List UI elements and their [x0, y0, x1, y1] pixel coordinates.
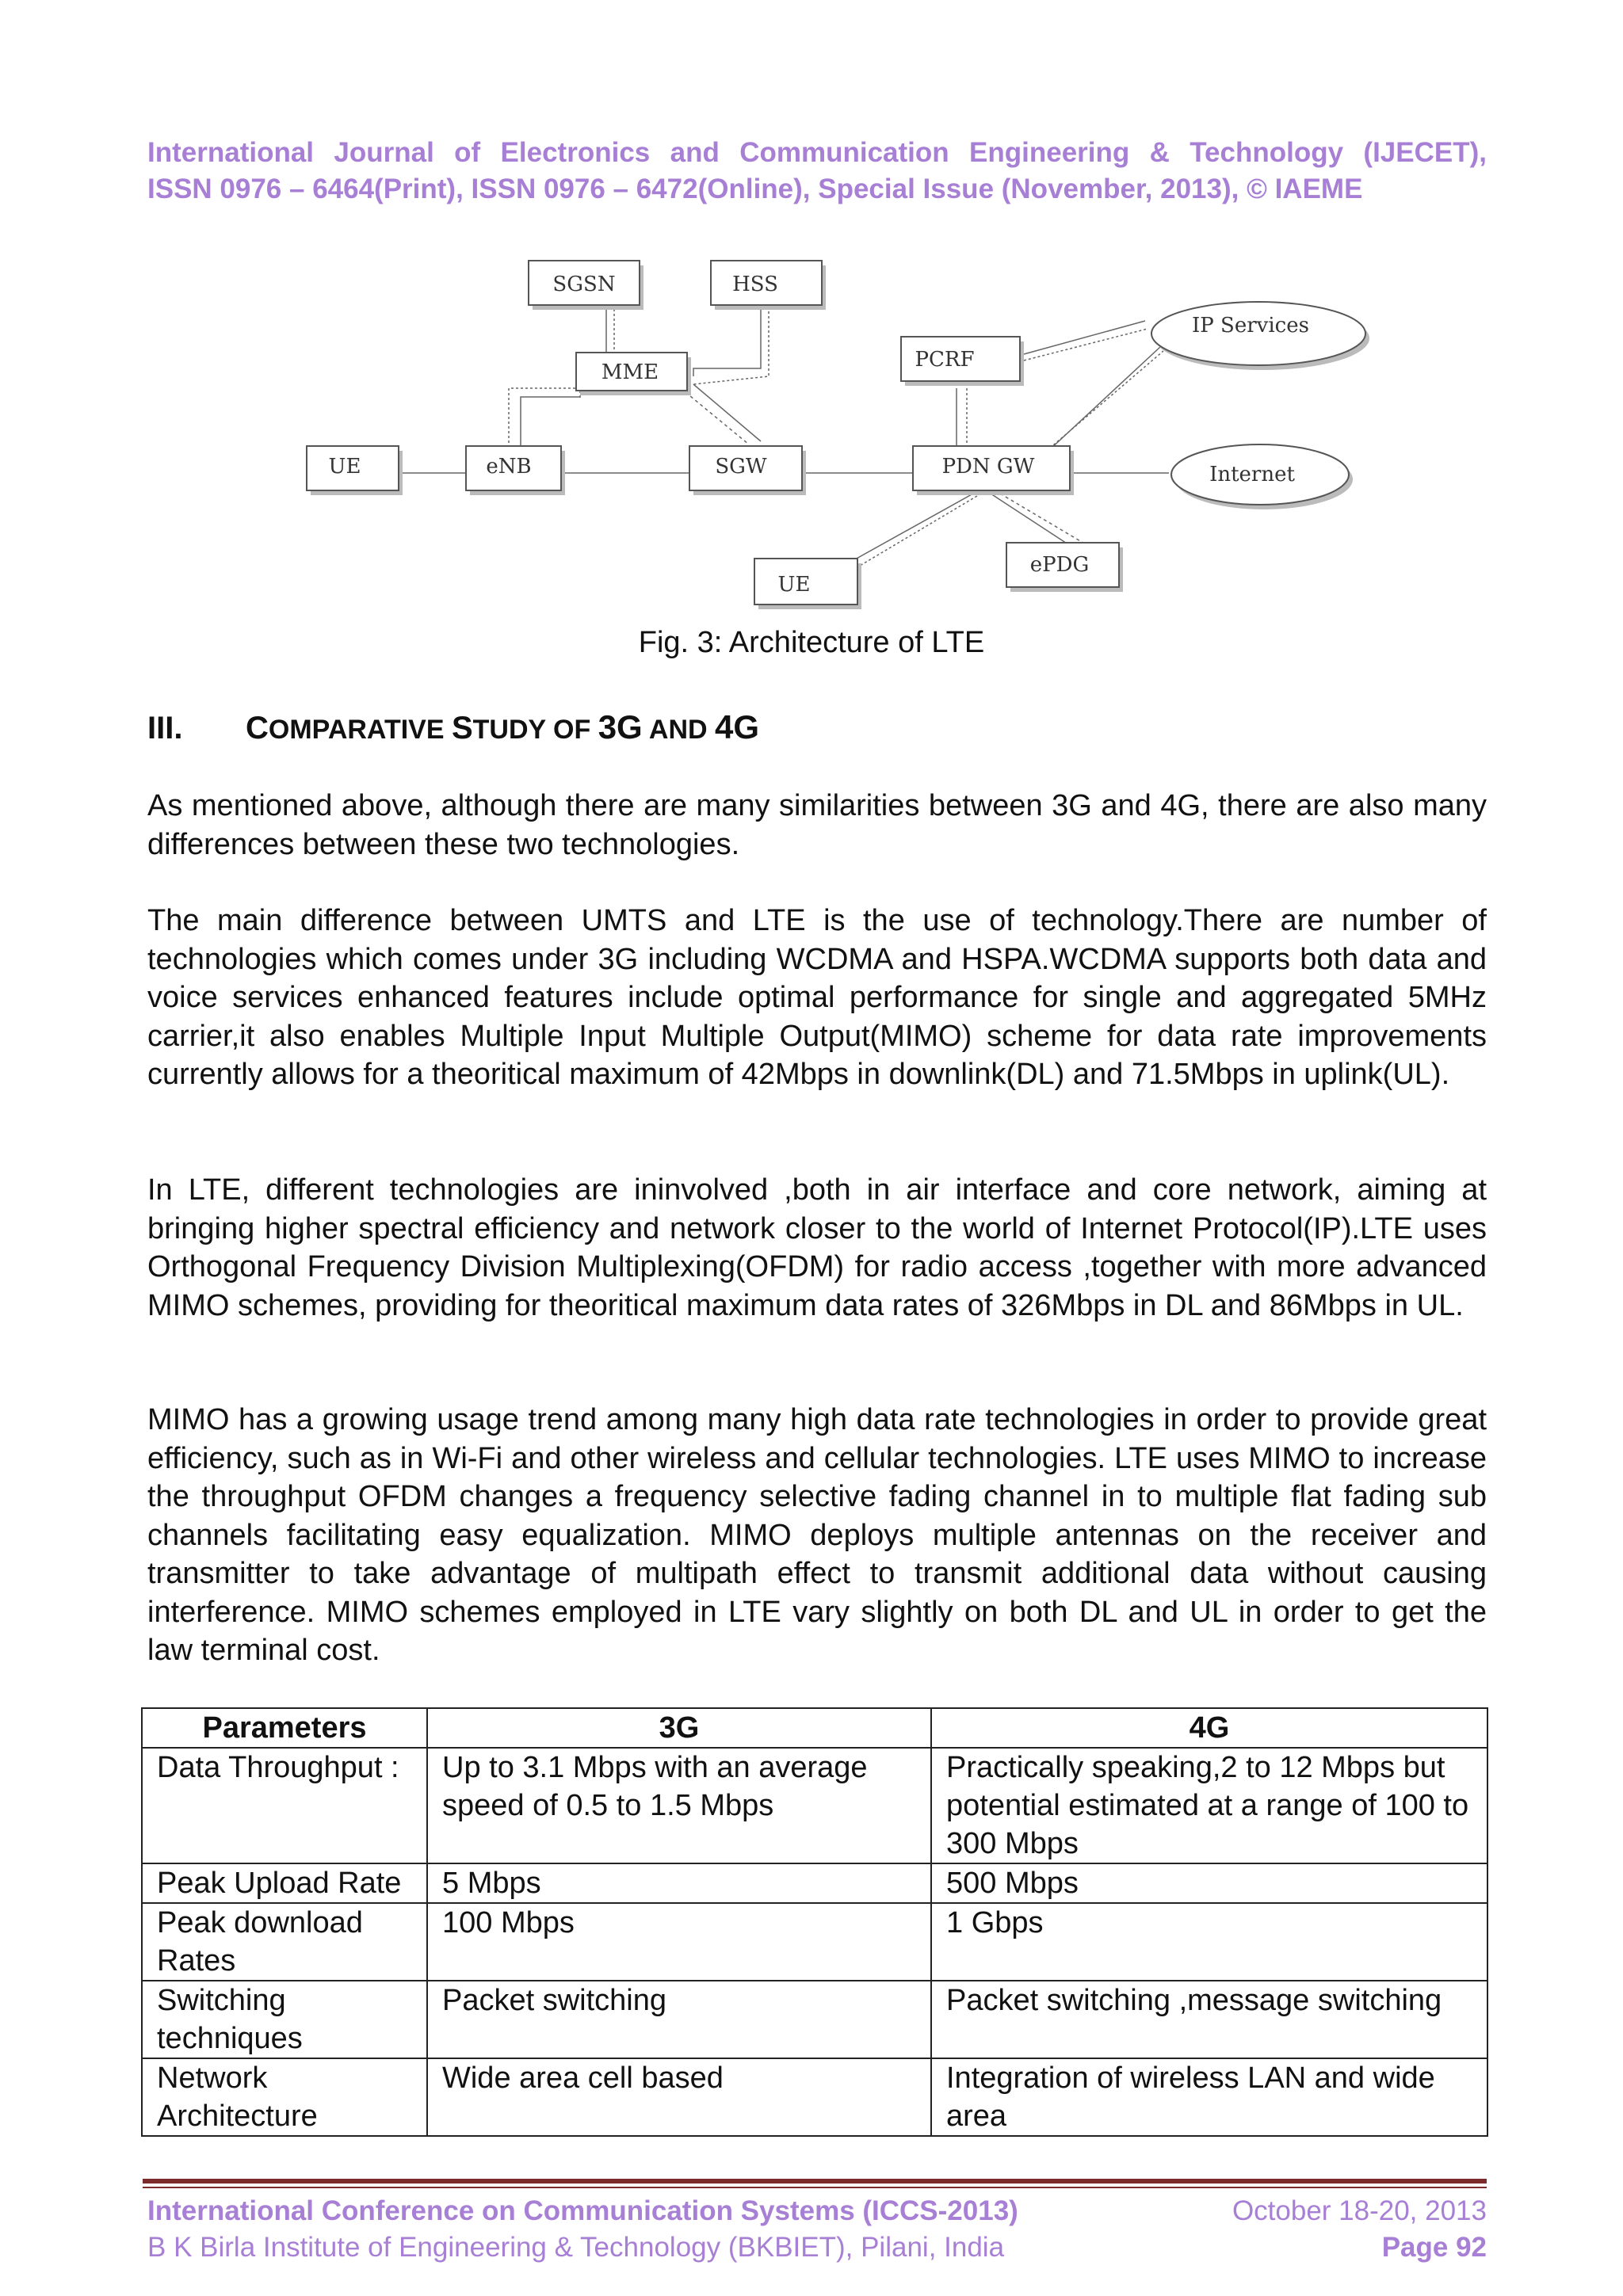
- table-row: [142, 1748, 1487, 1863]
- section-title-and: AND: [642, 715, 716, 745]
- paragraph-4: MIMO has a growing usage trend among many high data rate technologies in order to provide great efficiency, such as in Wi-Fi and other wireless and cellular technologies. LTE uses MIMO to increase the throughput OFDM changes a frequency selective fading channel in to multiple flat fading sub channels facilitating easy equalization. MIMO deploys multiple antennas on the receiver and transmitter to take advantage of multipath effect to transmit additional data without causing interference. MIMO schemes employed in LTE vary slightly on both DL and UL in order to get the law terminal cost.: [147, 1403, 1487, 1667]
- cell-3g: Wide area cell based: [427, 2058, 931, 2136]
- svg-text:UE: UE: [777, 573, 811, 597]
- section-title-c: C: [246, 711, 269, 746]
- svg-text:eNB: eNB: [486, 455, 532, 479]
- ue-node-left: [307, 446, 403, 495]
- svg-text:MME: MME: [601, 360, 659, 384]
- figure-caption: Fig. 3: Architecture of LTE: [638, 626, 985, 659]
- footer-divider-thin: [143, 2187, 1487, 2188]
- cell-3g: Up to 3.1 Mbps with an average speed of 0.5 to 1.5 Mbps: [427, 1748, 931, 1863]
- cell-parameter: Data Throughput :: [142, 1748, 427, 1863]
- svg-text:PCRF: PCRF: [915, 348, 975, 372]
- journal-header: [147, 135, 1487, 208]
- cell-parameter: Network Architecture: [142, 2058, 427, 2136]
- cell-3g: 5 Mbps: [427, 1863, 931, 1903]
- svg-text:HSS: HSS: [732, 273, 778, 296]
- svg-text:IP Services: IP Services: [1192, 314, 1309, 338]
- table-header-row: [142, 1708, 1487, 1748]
- footer-conference: International Conference on Communication Systems (ICCS-2013): [147, 2195, 1018, 2226]
- hss-node: [711, 261, 826, 310]
- cell-4g: 500 Mbps: [931, 1863, 1487, 1903]
- footer-divider-thick: [143, 2179, 1487, 2183]
- table-row: [142, 1981, 1487, 2058]
- cell-4g: Integration of wireless LAN and wide area: [931, 2058, 1487, 2136]
- pcrf-node: [901, 337, 1024, 386]
- section-heading: [147, 708, 759, 746]
- section-title-s: S: [451, 711, 473, 746]
- section-title-4g: 4G: [715, 708, 760, 746]
- paragraph-1: As mentioned above, although there are many similarities between 3G and 4G, there are also many differences between these two technologies.: [147, 789, 1487, 861]
- svg-text:UE: UE: [328, 455, 361, 479]
- section-title-omparative: OMPARATIVE: [268, 715, 452, 745]
- footer-date: October 18-20, 2013: [1232, 2195, 1487, 2226]
- section-title-tudy-of: TUDY OF: [472, 715, 598, 745]
- section-number: III.: [147, 711, 183, 746]
- footer-page-number: Page 92: [1381, 2232, 1487, 2263]
- cell-3g: 100 Mbps: [427, 1903, 931, 1981]
- svg-text:ePDG: ePDG: [1029, 553, 1090, 577]
- ue-node-bottom: [754, 559, 861, 609]
- footer-institute: B K Birla Institute of Engineering & Technology (BKBIET), Pilani, India: [147, 2232, 1005, 2263]
- comparison-table: [141, 1707, 1488, 2137]
- internet-node: [1171, 444, 1353, 509]
- table-row: [142, 1863, 1487, 1903]
- svg-text:SGW: SGW: [715, 455, 767, 479]
- sgw-node: [689, 446, 806, 495]
- header-parameters: Parameters: [142, 1708, 427, 1748]
- journal-header-line1: International Journal of Electronics and Communication Engineering & Technology (IJECET),: [147, 137, 1487, 168]
- header-4g: 4G: [931, 1708, 1487, 1748]
- svg-text:Internet: Internet: [1209, 463, 1295, 486]
- svg-text:PDN GW: PDN GW: [941, 455, 1035, 479]
- table-row: [142, 2058, 1487, 2136]
- enb-node: [466, 446, 565, 495]
- paragraph-3: In LTE, different technologies are ininvolved ,both in air interface and core network, aiming at bringing higher spectral efficiency and network closer to the world of Internet Protocol(IP).LTE uses Orthogonal Frequency Division Multiplexing(OFDM) for radio access ,together with more advanced MIMO schemes, providing for theoritical maximum data rates of 326Mbps in DL and 86Mbps in UL.: [147, 1173, 1487, 1322]
- pdn-gw-node: [913, 446, 1074, 495]
- journal-header-line2: ISSN 0976 – 6464(Print), ISSN 0976 – 6472(Online), Special Issue (November, 2013), © IAEME: [147, 174, 1363, 204]
- cell-parameter: Switching techniques: [142, 1981, 427, 2058]
- cell-parameter: Peak download Rates: [142, 1903, 427, 1981]
- cell-4g: Practically speaking,2 to 12 Mbps but potential estimated at a range of 100 to 300 Mbps: [931, 1748, 1487, 1863]
- cell-4g: 1 Gbps: [931, 1903, 1487, 1981]
- mme-node: [576, 353, 691, 395]
- section-title-3g: 3G: [598, 708, 643, 746]
- cell-parameter: Peak Upload Rate: [142, 1863, 427, 1903]
- diagram-links: [399, 297, 1169, 568]
- epdg-node: [1006, 543, 1123, 592]
- svg-text:SGSN: SGSN: [552, 273, 616, 296]
- ip-services-node: [1151, 302, 1369, 370]
- cell-4g: Packet switching ,message switching: [931, 1981, 1487, 2058]
- lte-architecture-diagram: [293, 257, 1379, 614]
- cell-3g: Packet switching: [427, 1981, 931, 2058]
- header-3g: 3G: [427, 1708, 931, 1748]
- sgsn-node: [529, 261, 643, 310]
- table-row: [142, 1903, 1487, 1981]
- paragraph-2: The main difference between UMTS and LTE is the use of technology.There are number of technologies which comes under 3G including WCDMA and HSPA.WCDMA supports both data and voice services enhanced features include optimal performance for single and aggregated 5MHz carrier,it also enables Multiple Input Multiple Output(MIMO) scheme for data rate improvements currently allows for a theoritical maximum of 42Mbps in downlink(DL) and 71.5Mbps in uplink(UL).: [147, 904, 1487, 1091]
